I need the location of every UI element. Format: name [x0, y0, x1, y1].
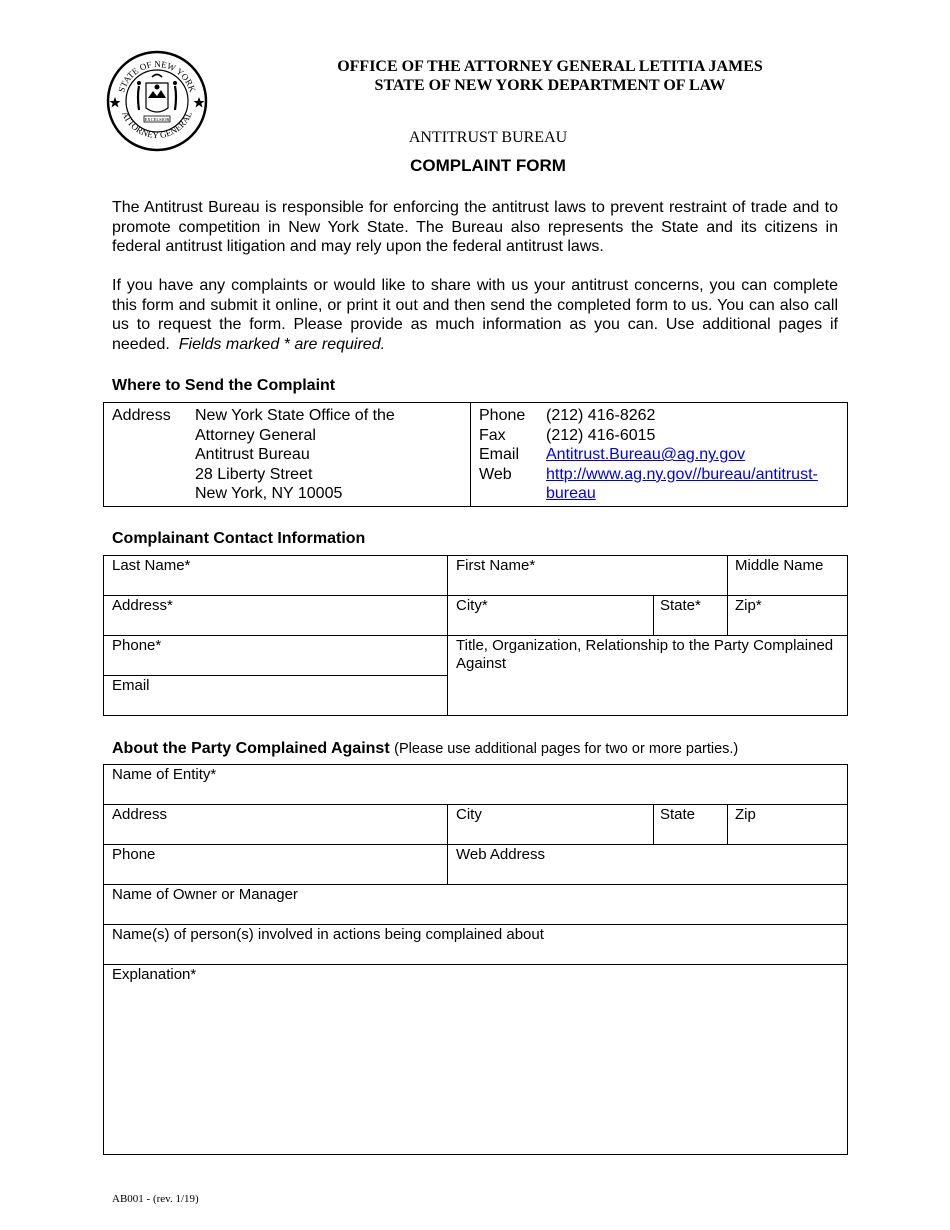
- party-phone-field[interactable]: Phone: [112, 846, 156, 863]
- svg-text:EXCELSIOR: EXCELSIOR: [144, 117, 170, 122]
- intro-paragraph-2: If you have any complaints or would like to share with us your antitrust concerns, you can complete this form and submit it online, or print it out and then send the completed form to us. You can also call us to request the form. Please provide as much information as you can. Use additional pages if needed. Fields marked * are required.: [112, 277, 838, 353]
- required-fields-note: Fields marked * are required.: [178, 335, 386, 353]
- party-section-heading: About the Party Complained Against (Please use additional pages for two or more parties.): [112, 740, 739, 757]
- send-section-heading: Where to Send the Complaint: [112, 377, 336, 394]
- party-zip-field[interactable]: Zip: [735, 806, 756, 823]
- complainant-form-table: [103, 555, 848, 716]
- party-city-field[interactable]: City: [456, 806, 482, 823]
- entity-name-field[interactable]: Name of Entity*: [112, 766, 217, 783]
- intro-paragraph-1: The Antitrust Bureau is responsible for enforcing the antitrust laws to prevent restraint of trade and to promote competition in New York State. The Bureau also represents the State and its citizens in federal antitrust litigation and may rely upon the federal antitrust laws.: [112, 199, 838, 256]
- phone-number: (212) 416-8262: [546, 407, 656, 424]
- first-name-field[interactable]: First Name*: [456, 557, 536, 574]
- party-section-note: (Please use additional pages for two or more parties.): [394, 741, 739, 757]
- party-address-field[interactable]: Address: [112, 806, 168, 823]
- complainant-section-heading: Complainant Contact Information: [112, 530, 366, 547]
- office-title: OFFICE OF THE ATTORNEY GENERAL LETITIA JAMES: [337, 58, 763, 75]
- bureau-name: ANTITRUST BUREAU: [408, 129, 568, 146]
- party-state-field[interactable]: State: [660, 806, 696, 823]
- email-link[interactable]: Antitrust.Bureau@ag.ny.gov: [546, 446, 746, 464]
- web-link[interactable]: http://www.ag.ny.gov//bureau/antitrust-: [546, 465, 818, 483]
- party-form-table: [103, 764, 848, 1155]
- send-info-box: [103, 402, 848, 507]
- fax-number: (212) 416-6015: [546, 426, 656, 444]
- persons-involved-field[interactable]: Name(s) of person(s) involved in actions being complained about: [112, 926, 544, 943]
- contact-labels: Phone Fax Email Web: [479, 407, 526, 483]
- last-name-field[interactable]: Last Name*: [112, 557, 191, 574]
- contact-values: [546, 406, 818, 504]
- svg-text:STATE OF NEW YORK: STATE OF NEW YORK: [116, 58, 198, 94]
- city-field[interactable]: City*: [456, 597, 488, 614]
- email-field[interactable]: Email: [112, 677, 150, 694]
- attorney-general-seal: [106, 50, 208, 152]
- middle-name-field[interactable]: Middle Name: [735, 557, 824, 574]
- phone-field[interactable]: Phone*: [112, 637, 162, 654]
- svg-text:ATTORNEY GENERAL: ATTORNEY GENERAL: [120, 110, 194, 141]
- address-field[interactable]: Address*: [112, 597, 173, 614]
- owner-manager-field[interactable]: Name of Owner or Manager: [112, 886, 298, 903]
- web-link-continued[interactable]: bureau: [546, 485, 596, 503]
- explanation-field[interactable]: Explanation*: [112, 966, 197, 983]
- zip-field[interactable]: Zip*: [735, 597, 762, 614]
- title-organization-field[interactable]: Title, Organization, Relationship to the Party Complained Against: [456, 637, 834, 672]
- bureau-address: New York State Office of the Attorney General Antitrust Bureau 28 Liberty Street New York, NY 10005: [195, 407, 395, 503]
- department-title: STATE OF NEW YORK DEPARTMENT OF LAW: [374, 77, 726, 94]
- state-field[interactable]: State*: [660, 597, 701, 614]
- party-web-address-field[interactable]: Web Address: [456, 846, 545, 863]
- form-title: COMPLAINT FORM: [410, 156, 566, 175]
- address-label: Address: [112, 407, 171, 424]
- form-revision-id: AB001 - (rev. 1/19): [112, 1193, 199, 1205]
